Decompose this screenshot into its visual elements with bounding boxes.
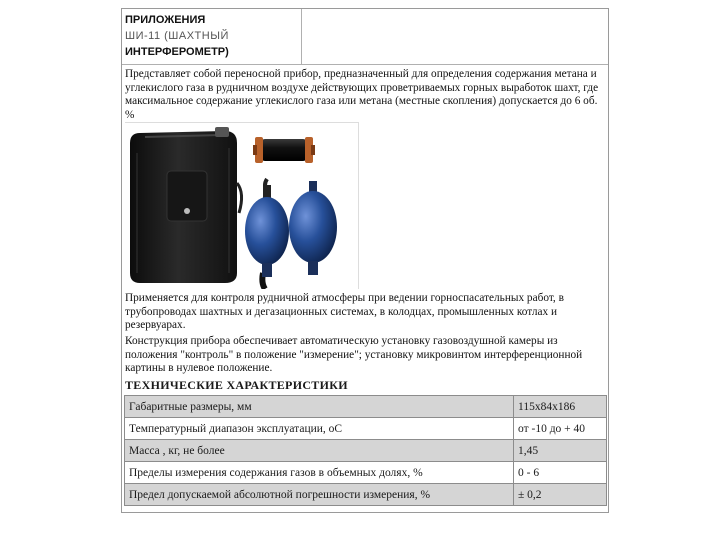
spec-param: Масса , кг, не более bbox=[125, 440, 514, 462]
header-line-3: ИНТЕРФЕРОМЕТР) bbox=[125, 46, 229, 58]
intro-paragraph: Представляет собой переносной прибор, предназначенный для определения содержания метана и углекислого газа в рудничном воздухе действующих проветриваемых горных выработок шахт, где максимальное содержание углекислого газа или метана (местные скопления) допускается до 6 об. % bbox=[125, 68, 599, 121]
aspirator-bulb-left bbox=[245, 185, 289, 277]
interferometer-illustration bbox=[125, 123, 358, 289]
spec-param: Габаритные размеры, мм bbox=[125, 396, 514, 418]
design-paragraph: Конструкция прибора обеспечивает автоматическую установку газовоздушной камеры из положения "контроль" в положение "измерение"; установку микровинтом интерференционной картины в нулевое положение. bbox=[125, 335, 583, 375]
table-row bbox=[125, 462, 607, 484]
absorber-tube bbox=[253, 137, 315, 163]
aspirator-bulb-right bbox=[289, 181, 337, 275]
document-page bbox=[121, 8, 609, 513]
header-line-2: ШИ-11 (ШАХТНЫЙ bbox=[125, 30, 229, 42]
spec-param: Предел допускаемой абсолютной погрешности измерения, % bbox=[125, 484, 514, 506]
header-empty-cell bbox=[302, 9, 608, 65]
tech-specs-heading: ТЕХНИЧЕСКИЕ ХАРАКТЕРИСТИКИ bbox=[125, 378, 348, 392]
spec-value: 115x84x186 bbox=[514, 396, 607, 418]
spec-param: Пределы измерения содержания газов в объемных долях, % bbox=[125, 462, 514, 484]
table-row bbox=[125, 484, 607, 506]
header-line-1: ПРИЛОЖЕНИЯ bbox=[125, 14, 206, 26]
spec-value: 1,45 bbox=[514, 440, 607, 462]
spec-param: Температурный диапазон эксплуатации, оС bbox=[125, 418, 514, 440]
usage-paragraph: Применяется для контроля рудничной атмосферы при ведении горноспасательных работ, в трубопроводах шахтных и дегазационных системах, в колодцах, промышленных котлах и резервуарах. bbox=[125, 292, 564, 332]
spec-value: 0 - 6 bbox=[514, 462, 607, 484]
device-photo bbox=[125, 122, 359, 289]
table-row bbox=[125, 440, 607, 462]
spec-value: от -10 до + 40 bbox=[514, 418, 607, 440]
table-row bbox=[125, 396, 607, 418]
leather-case bbox=[130, 127, 242, 283]
specs-table bbox=[124, 395, 607, 506]
table-row bbox=[125, 418, 607, 440]
header-title-cell bbox=[122, 9, 302, 65]
spec-value: ± 0,2 bbox=[514, 484, 607, 506]
